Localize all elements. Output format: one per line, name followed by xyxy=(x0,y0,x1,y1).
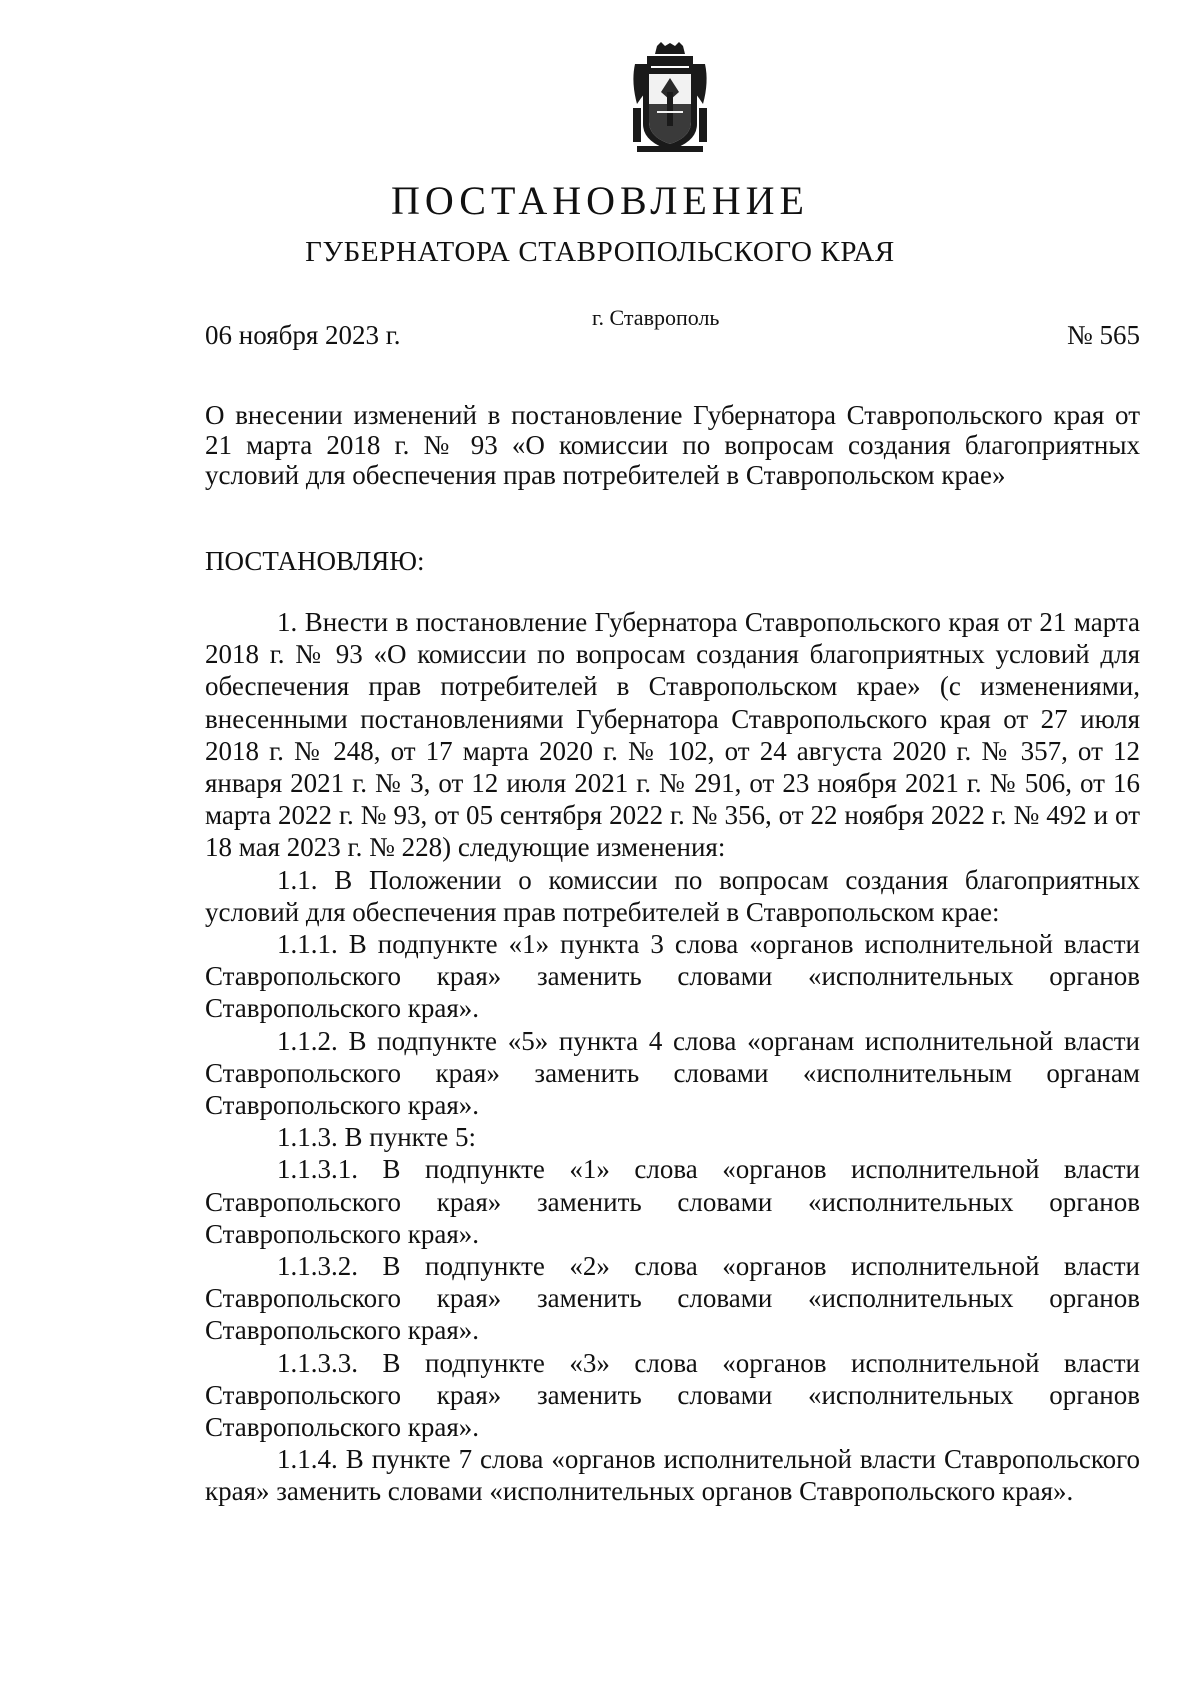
paragraph: 1.1.2. В подпункте «5» пункта 4 слова «органам исполнительной власти Ставропольского края» заменить словами «исполнительным органам Ставропольского края». xyxy=(205,1025,1140,1121)
paragraph: 1.1.3.3. В подпункте «3» слова «органов исполнительной власти Ставропольского края» заменить словами «исполнительных органов Ставропольского края». xyxy=(205,1347,1140,1443)
paragraph: 1.1.1. В подпункте «1» пункта 3 слова «органов исполнительной власти Ставропольского края» заменить словами «исполнительных органов Ставропольского края». xyxy=(205,929,1140,1024)
document-body xyxy=(205,606,1140,1508)
document-date: 06 ноября 2023 г. xyxy=(205,320,401,350)
paragraph: 1.1.3.1. В подпункте «1» слова «органов исполнительной власти Ставропольского края» заменить словами «исполнительных органов Ставропольского края». xyxy=(205,1154,1140,1249)
paragraph: 1.1.3.2. В подпункте «2» слова «органов исполнительной власти Ставропольского края» заменить словами «исполнительных органов Ставропольского края». xyxy=(205,1251,1140,1346)
document-number: № 565 xyxy=(1066,320,1140,350)
document-city: г. Ставрополь xyxy=(592,305,720,330)
paragraph: 1.1.4. В пункте 7 слова «органов исполнительной власти Ставропольского края» заменить словами «исполнительных органов Ставропольского края». xyxy=(205,1444,1140,1507)
paragraph: 1.1. В Положении о комиссии по вопросам создания благоприятных условий для обеспечения прав потребителей в Ставропольском крае: xyxy=(205,864,1140,927)
issuer-title: ГУБЕРНАТОРА СТАВРОПОЛЬСКОГО КРАЯ xyxy=(305,236,895,268)
paragraph: 1. Внести в постановление Губернатора Ставропольского края от 21 марта 2018 г. № 93 «О комиссии по вопросам создания благоприятных условий для обеспечения прав потребителей в Ставропольском крае» (с изменениями, внесенными постановлениями Губернатора Ставропольского края от 27 июля 2018 г. № 248, от 17 марта 2020 г. № 102, от 24 августа 2020 г. № 357, от 12 января 2021 г. № 3, от 12 июля 2021 г. № 291, от 23 ноября 2021 г. № 506, от 16 марта 2022 г. № 93, от 05 сентября 2022 г. № 356, от 22 ноября 2022 г. № 492 и от 18 мая 2023 г. № 228) следующие изменения: xyxy=(205,607,1140,863)
document-title: ПОСТАНОВЛЕНИЕ xyxy=(391,178,809,223)
document-subject: О внесении изменений в постановление Губернатора Ставропольского края от 21 марта 2018 г. № 93 «О комиссии по вопросам создания благоприятных условий для обеспечения прав потребителей в Ставропольском крае» xyxy=(205,400,1140,490)
decree-heading: ПОСТАНОВЛЯЮ: xyxy=(205,546,425,576)
paragraph: 1.1.3. В пункте 5: xyxy=(277,1122,476,1153)
coat-of-arms-emblem-icon xyxy=(627,42,713,154)
